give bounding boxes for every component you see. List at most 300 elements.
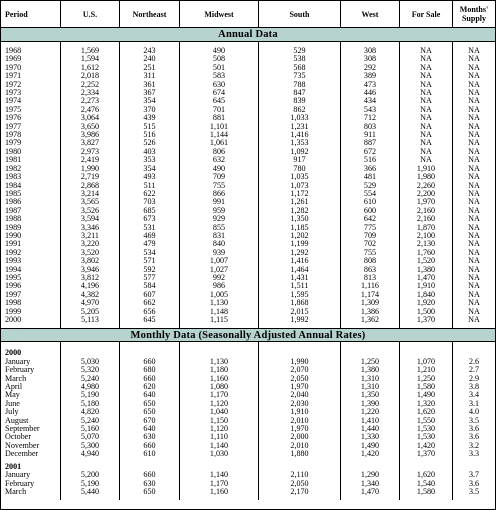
- table-cell: NA: [468, 257, 480, 266]
- column-header-northeast: Northeast: [120, 1, 180, 27]
- table-cell: 991: [212, 198, 226, 207]
- table-cell: NA: [468, 72, 480, 81]
- table-cell: 3,827: [80, 139, 100, 148]
- table-cell: NA: [420, 139, 432, 148]
- table-cell: NA: [420, 63, 432, 72]
- table-cell: 3,594: [80, 215, 100, 224]
- table-cell: 3,946: [80, 265, 100, 274]
- table-cell: NA: [468, 47, 480, 55]
- table-cell: 1,185: [290, 223, 309, 232]
- table-cell: October: [5, 433, 32, 442]
- table-cell: 538: [293, 55, 306, 64]
- table-cell: 5,205: [80, 307, 100, 316]
- table-cell: 813: [363, 273, 377, 282]
- table-cell: 361: [143, 80, 156, 89]
- table-cell: 1988: [5, 215, 22, 224]
- table-cell: 3.8: [468, 383, 480, 392]
- annual-column-south: [259, 42, 341, 328]
- table-cell: 1,310: [360, 383, 380, 392]
- table-cell: 1,868: [290, 299, 309, 308]
- table-cell: 434: [363, 97, 377, 106]
- table-cell: May: [5, 391, 20, 400]
- table-cell: NA: [468, 131, 480, 140]
- table-cell: NA: [420, 47, 432, 55]
- table-cell: September: [5, 425, 40, 434]
- table-cell: 3,064: [80, 114, 100, 123]
- table-cell: 712: [363, 114, 377, 123]
- column-header-us: U.S.: [61, 1, 120, 27]
- table-cell: NA: [468, 97, 480, 106]
- table-cell: 2,252: [80, 80, 100, 89]
- table-cell: 755: [363, 248, 377, 257]
- table-cell: 1,870: [416, 223, 436, 232]
- table-cell: 670: [143, 416, 156, 425]
- table-cell: NA: [468, 316, 480, 324]
- table-cell: 1,550: [416, 416, 436, 425]
- table-cell: 534: [143, 248, 156, 257]
- table-cell: 1,380: [360, 366, 380, 375]
- table-cell: 660: [143, 441, 156, 450]
- table-cell: 630: [143, 479, 156, 488]
- table-cell: 610: [143, 450, 156, 459]
- table-cell: NA: [420, 114, 432, 123]
- table-cell: 911: [364, 131, 376, 140]
- table-cell: 529: [293, 47, 306, 55]
- table-cell: NA: [468, 63, 480, 72]
- table-cell: 1,170: [209, 479, 229, 488]
- table-cell: 2000: [5, 316, 22, 324]
- table-cell: NA: [468, 215, 480, 224]
- table-cell: 389: [363, 72, 377, 81]
- table-cell: NA: [468, 240, 480, 249]
- table-cell: NA: [420, 89, 432, 98]
- table-cell: 490: [212, 47, 226, 55]
- monthly-column-for-sale: [400, 342, 453, 500]
- table-cell: 1976: [5, 114, 22, 123]
- table-cell: 3,802: [80, 257, 100, 266]
- monthly-section-title: Monthly Data (Seasonally Adjusted Annual Rates): [1, 328, 495, 342]
- table-cell: 1,569: [80, 47, 100, 55]
- table-cell: March: [5, 374, 27, 383]
- table-cell: 3,526: [80, 206, 100, 215]
- table-cell: April: [5, 383, 23, 392]
- table-cell: 3.4: [468, 391, 480, 400]
- table-cell: November: [5, 441, 40, 450]
- table-cell: 4,382: [80, 290, 100, 299]
- table-cell: 4,980: [80, 383, 100, 392]
- monthly-column-northeast: [120, 342, 180, 500]
- table-cell: 674: [212, 89, 226, 98]
- table-cell: 2,010: [290, 416, 309, 425]
- column-header-midwest: Midwest: [180, 1, 259, 27]
- table-cell: 1,840: [416, 290, 436, 299]
- table-cell: NA: [468, 181, 480, 190]
- table-cell: NA: [420, 72, 432, 81]
- table-cell: 1,594: [80, 55, 100, 64]
- table-cell: 251: [143, 63, 156, 72]
- table-cell: 1,220: [360, 408, 380, 417]
- table-cell: 511: [143, 181, 156, 190]
- table-cell: 1,470: [416, 273, 436, 282]
- table-cell: 5,240: [80, 374, 100, 383]
- table-cell: 1,174: [360, 290, 380, 299]
- table-cell: 403: [143, 147, 156, 156]
- table-cell: 1,370: [416, 316, 436, 324]
- table-cell: 1,390: [360, 399, 380, 408]
- table-cell: 929: [212, 215, 226, 224]
- table-cell: 2.9: [468, 374, 480, 383]
- table-cell: 650: [143, 399, 156, 408]
- table-cell: 1971: [5, 72, 22, 81]
- year-label-spacer: [61, 463, 119, 471]
- table-cell: 1,150: [209, 416, 229, 425]
- table-cell: 1985: [5, 189, 22, 198]
- table-cell: 709: [363, 231, 377, 240]
- table-cell: 354: [143, 97, 156, 106]
- table-cell: 1,970: [290, 425, 309, 434]
- table-cell: NA: [420, 122, 432, 131]
- table-cell: 2,010: [290, 441, 309, 450]
- table-cell: 1,040: [209, 408, 229, 417]
- table-cell: 650: [143, 487, 156, 496]
- table-cell: 660: [143, 471, 156, 480]
- table-cell: 1,470: [360, 487, 380, 496]
- table-cell: NA: [468, 156, 480, 165]
- table-cell: 660: [143, 374, 156, 383]
- table-cell: 243: [143, 47, 156, 55]
- year-label-spacer: [120, 463, 179, 471]
- table-cell: 1,310: [360, 374, 380, 383]
- table-cell: 1,990: [80, 164, 100, 173]
- table-cell: 3.2: [468, 441, 480, 450]
- table-cell: 5,440: [80, 487, 100, 496]
- table-cell: February: [5, 366, 35, 375]
- table-cell: 1979: [5, 139, 22, 148]
- table-cell: 481: [363, 173, 377, 182]
- table-cell: 640: [143, 425, 156, 434]
- table-cell: NA: [468, 173, 480, 182]
- column-header-for-sale: For Sale: [400, 1, 453, 27]
- monthly-column-west: [341, 342, 400, 500]
- annual-column-for-sale: [400, 42, 453, 328]
- table-cell: 469: [143, 231, 156, 240]
- monthly-data-section: [1, 342, 495, 500]
- table-cell: 1,760: [416, 248, 436, 257]
- table-cell: 439: [143, 114, 156, 123]
- table-cell: 554: [363, 189, 377, 198]
- table-cell: 2,100: [416, 231, 436, 240]
- table-cell: 2,973: [80, 147, 100, 156]
- table-cell: 516: [363, 156, 377, 165]
- table-cell: 600: [363, 206, 377, 215]
- table-cell: 1,061: [209, 139, 229, 148]
- table-cell: 620: [143, 383, 156, 392]
- table-cell: 370: [143, 105, 156, 114]
- table-cell: 5,320: [80, 366, 100, 375]
- annual-column-west: [341, 42, 400, 328]
- table-cell: 1984: [5, 181, 22, 190]
- table-cell: 650: [143, 408, 156, 417]
- table-cell: 592: [143, 265, 156, 274]
- table-cell: 2,015: [290, 307, 309, 316]
- table-cell: 1,250: [416, 374, 436, 383]
- table-cell: 543: [363, 105, 377, 114]
- table-cell: 5,190: [80, 391, 100, 400]
- table-cell: 292: [363, 63, 377, 72]
- table-cell: NA: [468, 122, 480, 131]
- annual-section-title: Annual Data: [1, 28, 495, 42]
- table-cell: 5,030: [80, 357, 100, 366]
- table-cell: 662: [143, 299, 156, 308]
- table-cell: 2,476: [80, 105, 100, 114]
- table-cell: 630: [143, 433, 156, 442]
- table-cell: 529: [363, 181, 377, 190]
- table-cell: 4,940: [80, 450, 100, 459]
- column-header-south: South: [259, 1, 341, 27]
- table-cell: 1,027: [209, 265, 229, 274]
- table-cell: 1,362: [360, 316, 380, 324]
- table-cell: 3,812: [80, 273, 100, 282]
- year-label-spacer: [259, 349, 340, 357]
- table-cell: 1972: [5, 80, 22, 89]
- table-cell: 2,070: [290, 366, 309, 375]
- table-cell: 1993: [5, 257, 22, 266]
- table-cell: 473: [363, 80, 377, 89]
- table-cell: 632: [212, 156, 226, 165]
- table-cell: 515: [143, 122, 156, 131]
- table-cell: 755: [212, 181, 226, 190]
- table-cell: August: [5, 416, 29, 425]
- table-cell: 1,170: [209, 391, 229, 400]
- table-cell: 1977: [5, 122, 22, 131]
- table-cell: 780: [293, 164, 306, 173]
- table-cell: 1989: [5, 223, 22, 232]
- table-cell: 1,292: [290, 248, 309, 257]
- table-cell: 240: [143, 55, 156, 64]
- table-cell: 2,110: [290, 471, 309, 480]
- table-cell: 1992: [5, 248, 22, 257]
- table-cell: 1,231: [290, 122, 309, 131]
- table-cell: 840: [212, 240, 226, 249]
- table-cell: NA: [468, 105, 480, 114]
- table-cell: 680: [143, 366, 156, 375]
- table-cell: 1,290: [360, 471, 380, 480]
- table-cell: 1,210: [416, 366, 436, 375]
- table-cell: 735: [293, 72, 306, 81]
- table-cell: 2,050: [290, 374, 309, 383]
- table-cell: 1,148: [209, 307, 229, 316]
- table-cell: 2.6: [468, 357, 480, 366]
- table-cell: 2,040: [290, 391, 309, 400]
- table-cell: 1,330: [360, 433, 380, 442]
- table-cell: 1,580: [416, 487, 436, 496]
- table-cell: 2,050: [290, 479, 309, 488]
- table-cell: 1,115: [210, 316, 228, 324]
- table-cell: 645: [212, 97, 226, 106]
- table-header: [1, 1, 495, 28]
- table-cell: NA: [468, 307, 480, 316]
- table-cell: 992: [212, 273, 226, 282]
- table-cell: 1,540: [416, 479, 436, 488]
- table-cell: 1,420: [416, 441, 436, 450]
- table-cell: 959: [212, 206, 226, 215]
- table-cell: NA: [468, 147, 480, 156]
- table-cell: 2,030: [290, 399, 309, 408]
- table-cell: 3,650: [80, 122, 100, 131]
- table-cell: 1,140: [209, 441, 229, 450]
- table-cell: 3,214: [80, 189, 100, 198]
- table-cell: 516: [143, 131, 156, 140]
- table-cell: 862: [293, 105, 306, 114]
- table-cell: NA: [468, 164, 480, 173]
- table-cell: 4.0: [468, 408, 480, 417]
- table-cell: 640: [143, 391, 156, 400]
- table-cell: 4,820: [80, 408, 100, 417]
- table-cell: 493: [143, 173, 156, 182]
- table-cell: 1990: [5, 231, 22, 240]
- table-cell: 1,320: [416, 399, 436, 408]
- table-cell: 1,033: [290, 114, 309, 123]
- table-cell: 855: [212, 223, 226, 232]
- table-cell: NA: [468, 273, 480, 282]
- table-cell: 1969: [5, 55, 22, 64]
- table-cell: 887: [363, 139, 377, 148]
- table-cell: 1,250: [360, 357, 380, 366]
- table-cell: 702: [363, 240, 377, 249]
- table-cell: July: [5, 408, 19, 417]
- table-cell: 2,130: [416, 240, 436, 249]
- table-cell: 1980: [5, 147, 22, 156]
- table-cell: 630: [212, 80, 226, 89]
- table-cell: 4,196: [80, 282, 100, 291]
- year-label-spacer: [341, 463, 399, 471]
- table-cell: 1968: [5, 47, 22, 55]
- monthly-column-us: [61, 342, 120, 500]
- table-cell: 1,172: [290, 189, 309, 198]
- table-cell: 3,346: [80, 223, 100, 232]
- table-cell: 1,970: [416, 198, 436, 207]
- table-cell: 2,160: [416, 206, 436, 215]
- table-cell: 583: [212, 72, 226, 81]
- table-cell: 1,440: [360, 425, 380, 434]
- table-cell: 2,719: [80, 173, 100, 182]
- table-cell: 1,353: [290, 139, 309, 148]
- table-cell: 490: [212, 164, 226, 173]
- table-cell: 531: [143, 223, 156, 232]
- table-cell: NA: [468, 89, 480, 98]
- table-cell: 5,070: [80, 433, 100, 442]
- table-cell: 1978: [5, 131, 22, 140]
- table-cell: 1,990: [290, 357, 309, 366]
- column-header-period: Period: [1, 1, 61, 27]
- table-cell: 1,030: [209, 450, 229, 459]
- table-cell: 831: [212, 231, 226, 240]
- table-cell: NA: [468, 198, 480, 207]
- year-label-spacer: [61, 349, 119, 357]
- table-cell: NA: [468, 265, 480, 274]
- year-label-spacer: [453, 349, 495, 357]
- table-cell: 3,565: [80, 198, 100, 207]
- table-cell: 5,300: [80, 441, 100, 450]
- table-cell: NA: [468, 139, 480, 148]
- table-cell: 1,160: [209, 374, 229, 383]
- year-label: 2000: [5, 349, 22, 358]
- monthly-column-south: [259, 342, 341, 500]
- table-cell: 1,464: [290, 265, 309, 274]
- table-cell: 1,035: [290, 173, 309, 182]
- table-cell: 2,170: [290, 487, 309, 496]
- table-cell: 1,130: [209, 357, 229, 366]
- table-cell: 1,595: [290, 290, 309, 299]
- table-cell: 1,530: [416, 425, 436, 434]
- table-cell: 2.7: [468, 366, 480, 375]
- table-cell: NA: [468, 282, 480, 291]
- table-cell: NA: [420, 131, 432, 140]
- table-cell: 1,073: [290, 181, 309, 190]
- table-cell: 839: [293, 97, 306, 106]
- table-cell: 1973: [5, 89, 22, 98]
- table-cell: NA: [468, 299, 480, 308]
- table-cell: 939: [212, 248, 226, 257]
- annual-column-us: [61, 42, 120, 328]
- column-header-months-supply: Months' Supply: [459, 5, 489, 23]
- table-cell: 1,910: [416, 164, 436, 173]
- table-cell: 308: [363, 55, 377, 64]
- table-cell: January: [5, 471, 31, 480]
- table-cell: 1,101: [209, 122, 229, 131]
- table-cell: 577: [143, 273, 156, 282]
- table-cell: 2,334: [80, 89, 100, 98]
- monthly-column-period: [1, 342, 61, 500]
- table-cell: 1,282: [290, 206, 309, 215]
- annual-column-period: [1, 42, 61, 328]
- table-cell: 847: [293, 89, 306, 98]
- table-cell: 1970: [5, 63, 22, 72]
- table-cell: 446: [363, 89, 377, 98]
- table-cell: June: [5, 399, 20, 408]
- table-cell: 354: [143, 164, 156, 173]
- table-cell: 622: [143, 189, 156, 198]
- table-cell: 1,120: [209, 399, 229, 408]
- table-cell: 1,580: [416, 383, 436, 392]
- year-label-spacer: [180, 349, 258, 357]
- table-cell: 1,005: [209, 290, 229, 299]
- table-cell: 5,200: [80, 471, 100, 480]
- table-cell: 1,370: [416, 450, 436, 459]
- table-cell: 1995: [5, 273, 22, 282]
- table-cell: 5,113: [81, 316, 99, 324]
- table-cell: 2,273: [80, 97, 100, 106]
- table-cell: 479: [143, 240, 156, 249]
- table-cell: 1,970: [290, 383, 309, 392]
- table-cell: 1,261: [290, 198, 309, 207]
- table-cell: 5,240: [80, 416, 100, 425]
- table-cell: January: [5, 357, 31, 366]
- table-cell: 881: [212, 114, 226, 123]
- table-cell: 1,350: [290, 215, 309, 224]
- table-cell: 1983: [5, 173, 22, 182]
- table-cell: 917: [293, 156, 306, 165]
- table-cell: 1,386: [360, 307, 380, 316]
- table-cell: 642: [363, 215, 377, 224]
- table-cell: 3.6: [468, 425, 480, 434]
- table-cell: 1999: [5, 307, 22, 316]
- table-cell: 308: [363, 47, 377, 55]
- table-cell: 3.6: [468, 479, 480, 488]
- year-label-spacer: [259, 463, 340, 471]
- table-cell: 1,160: [209, 487, 229, 496]
- table-cell: 3.6: [468, 433, 480, 442]
